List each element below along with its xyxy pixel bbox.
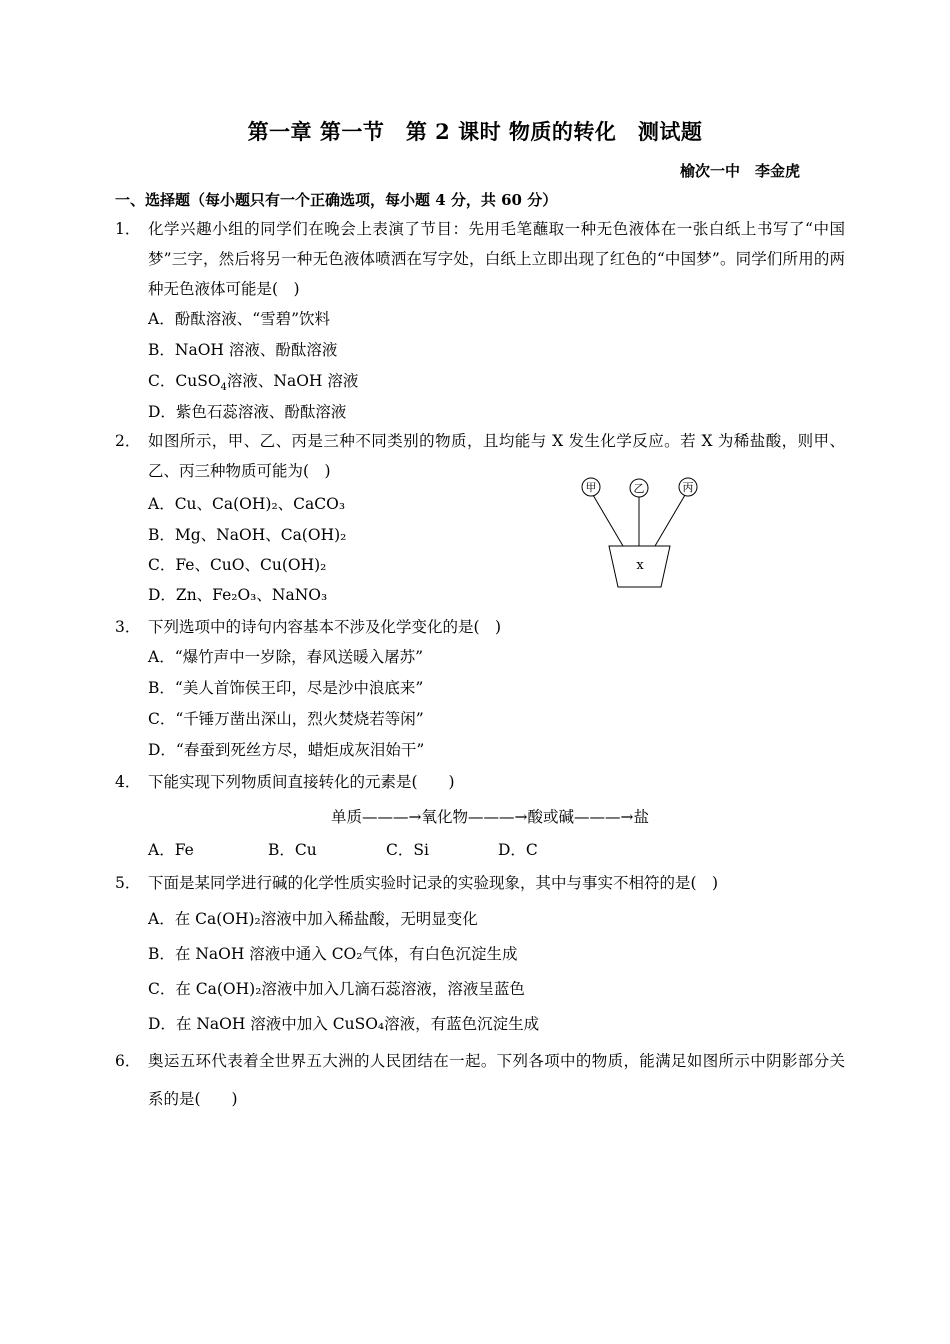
question-stem: 奥运五环代表着全世界五大洲的人民团结在一起。下列各项中的物质，能满足如图所示中阴影部分关系的是( ): [148, 1052, 845, 1108]
question-stem: 下列选项中的诗句内容基本不涉及化学变化的是( ): [148, 618, 502, 636]
option-a: A．Cu、Ca(OH)₂、CaCO₃: [148, 495, 346, 513]
question-6: [115, 1042, 845, 1118]
label-x: x: [636, 558, 644, 573]
question-5: [115, 868, 845, 898]
question-stem: 化学兴趣小组的同学们在晚会上表演了节目：先用毛笔蘸取一种无色液体在一张白纸上书写了“中国梦”三字，然后将另一种无色液体喷洒在写字处，白纸上立即出现了红色的“中国梦”。同学们所用的两种无色液体可能是( ): [148, 220, 845, 298]
option-a: A．在 Ca(OH)₂溶液中加入稀盐酸，无明显变化: [148, 910, 478, 928]
question-number: 3．: [115, 618, 141, 636]
question-number: 4．: [115, 773, 141, 791]
label-bing: 丙: [682, 481, 694, 494]
question-number: 1．: [115, 220, 141, 238]
author: 榆次一中 李金虎: [679, 162, 800, 180]
option-d: D．Zn、Fe₂O₃、NaNO₃: [148, 586, 328, 604]
option-b: B．Cu: [268, 841, 317, 859]
inline-options: [148, 838, 538, 860]
option-b: B．Mg、NaOH、Ca(OH)₂: [148, 526, 347, 544]
option-c-text-2: 溶液、NaOH 溶液: [226, 372, 359, 390]
option-a: A．酚酞溶液、“雪碧”饮料: [148, 310, 331, 328]
option-b: B．NaOH 溶液、酚酞溶液: [148, 341, 338, 359]
option-d: D．“春蚕到死丝方尽，蜡炬成灰泪始干”: [148, 741, 425, 759]
option-c-subscript: 4: [220, 382, 227, 394]
section-heading: 一、选择题（每小题只有一个正确选项，每小题 4 分，共 60 分）: [115, 191, 558, 209]
question-stem: 下能实现下列物质间直接转化的元素是( ): [148, 773, 455, 791]
reaction-diagram: [575, 476, 715, 591]
option-b: B．在 NaOH 溶液中通入 CO₂气体，有白色沉淀生成: [148, 945, 518, 963]
question-number: 2．: [115, 432, 141, 450]
option-c: C．在 Ca(OH)₂溶液中加入几滴石蕊溶液，溶液呈蓝色: [148, 980, 525, 998]
question-stem: 如图所示，甲、乙、丙是三种不同类别的物质，且均能与 X 发生化学反应。若 X 为稀盐酸，则甲、乙、丙三种物质可能为( ): [148, 432, 845, 480]
question-4: [115, 767, 845, 797]
option-a: A．Fe: [148, 841, 194, 859]
option-c-text-1: C．CuSO: [148, 372, 221, 390]
question-2: [115, 426, 845, 486]
conversion-chain: 单质———→氧化物———→酸或碱———→盐: [331, 808, 649, 826]
connector-line: [655, 495, 685, 546]
question-number: 6．: [115, 1052, 141, 1070]
label-jia: 甲: [585, 481, 597, 494]
question-1: [115, 214, 845, 304]
option-c: C．Si: [386, 841, 429, 859]
option-c: [148, 371, 358, 398]
option-d: D．紫色石蕊溶液、酚酞溶液: [148, 403, 347, 421]
question-3: [115, 612, 845, 642]
question-number: 5．: [115, 874, 141, 892]
option-c: C．Fe、CuO、Cu(OH)₂: [148, 556, 327, 574]
option-a: A．“爆竹声中一岁除，春风送暖入屠苏”: [148, 648, 424, 666]
option-b: B．“美人首饰侯王印，尽是沙中浪底来”: [148, 679, 424, 697]
option-c: C．“千锤万凿出深山，烈火焚烧若等闲”: [148, 710, 424, 728]
connector-line: [593, 495, 623, 546]
option-d: D．在 NaOH 溶液中加入 CuSO₄溶液，有蓝色沉淀生成: [148, 1015, 540, 1033]
label-yi: 乙: [633, 482, 645, 495]
option-d: D．C: [498, 841, 538, 859]
question-stem: 下面是某同学进行碱的化学性质实验时记录的实验现象，其中与事实不相符的是( ): [148, 874, 719, 892]
page-title: 第一章 第一节 第 2 课时 物质的转化 测试题: [247, 119, 703, 144]
